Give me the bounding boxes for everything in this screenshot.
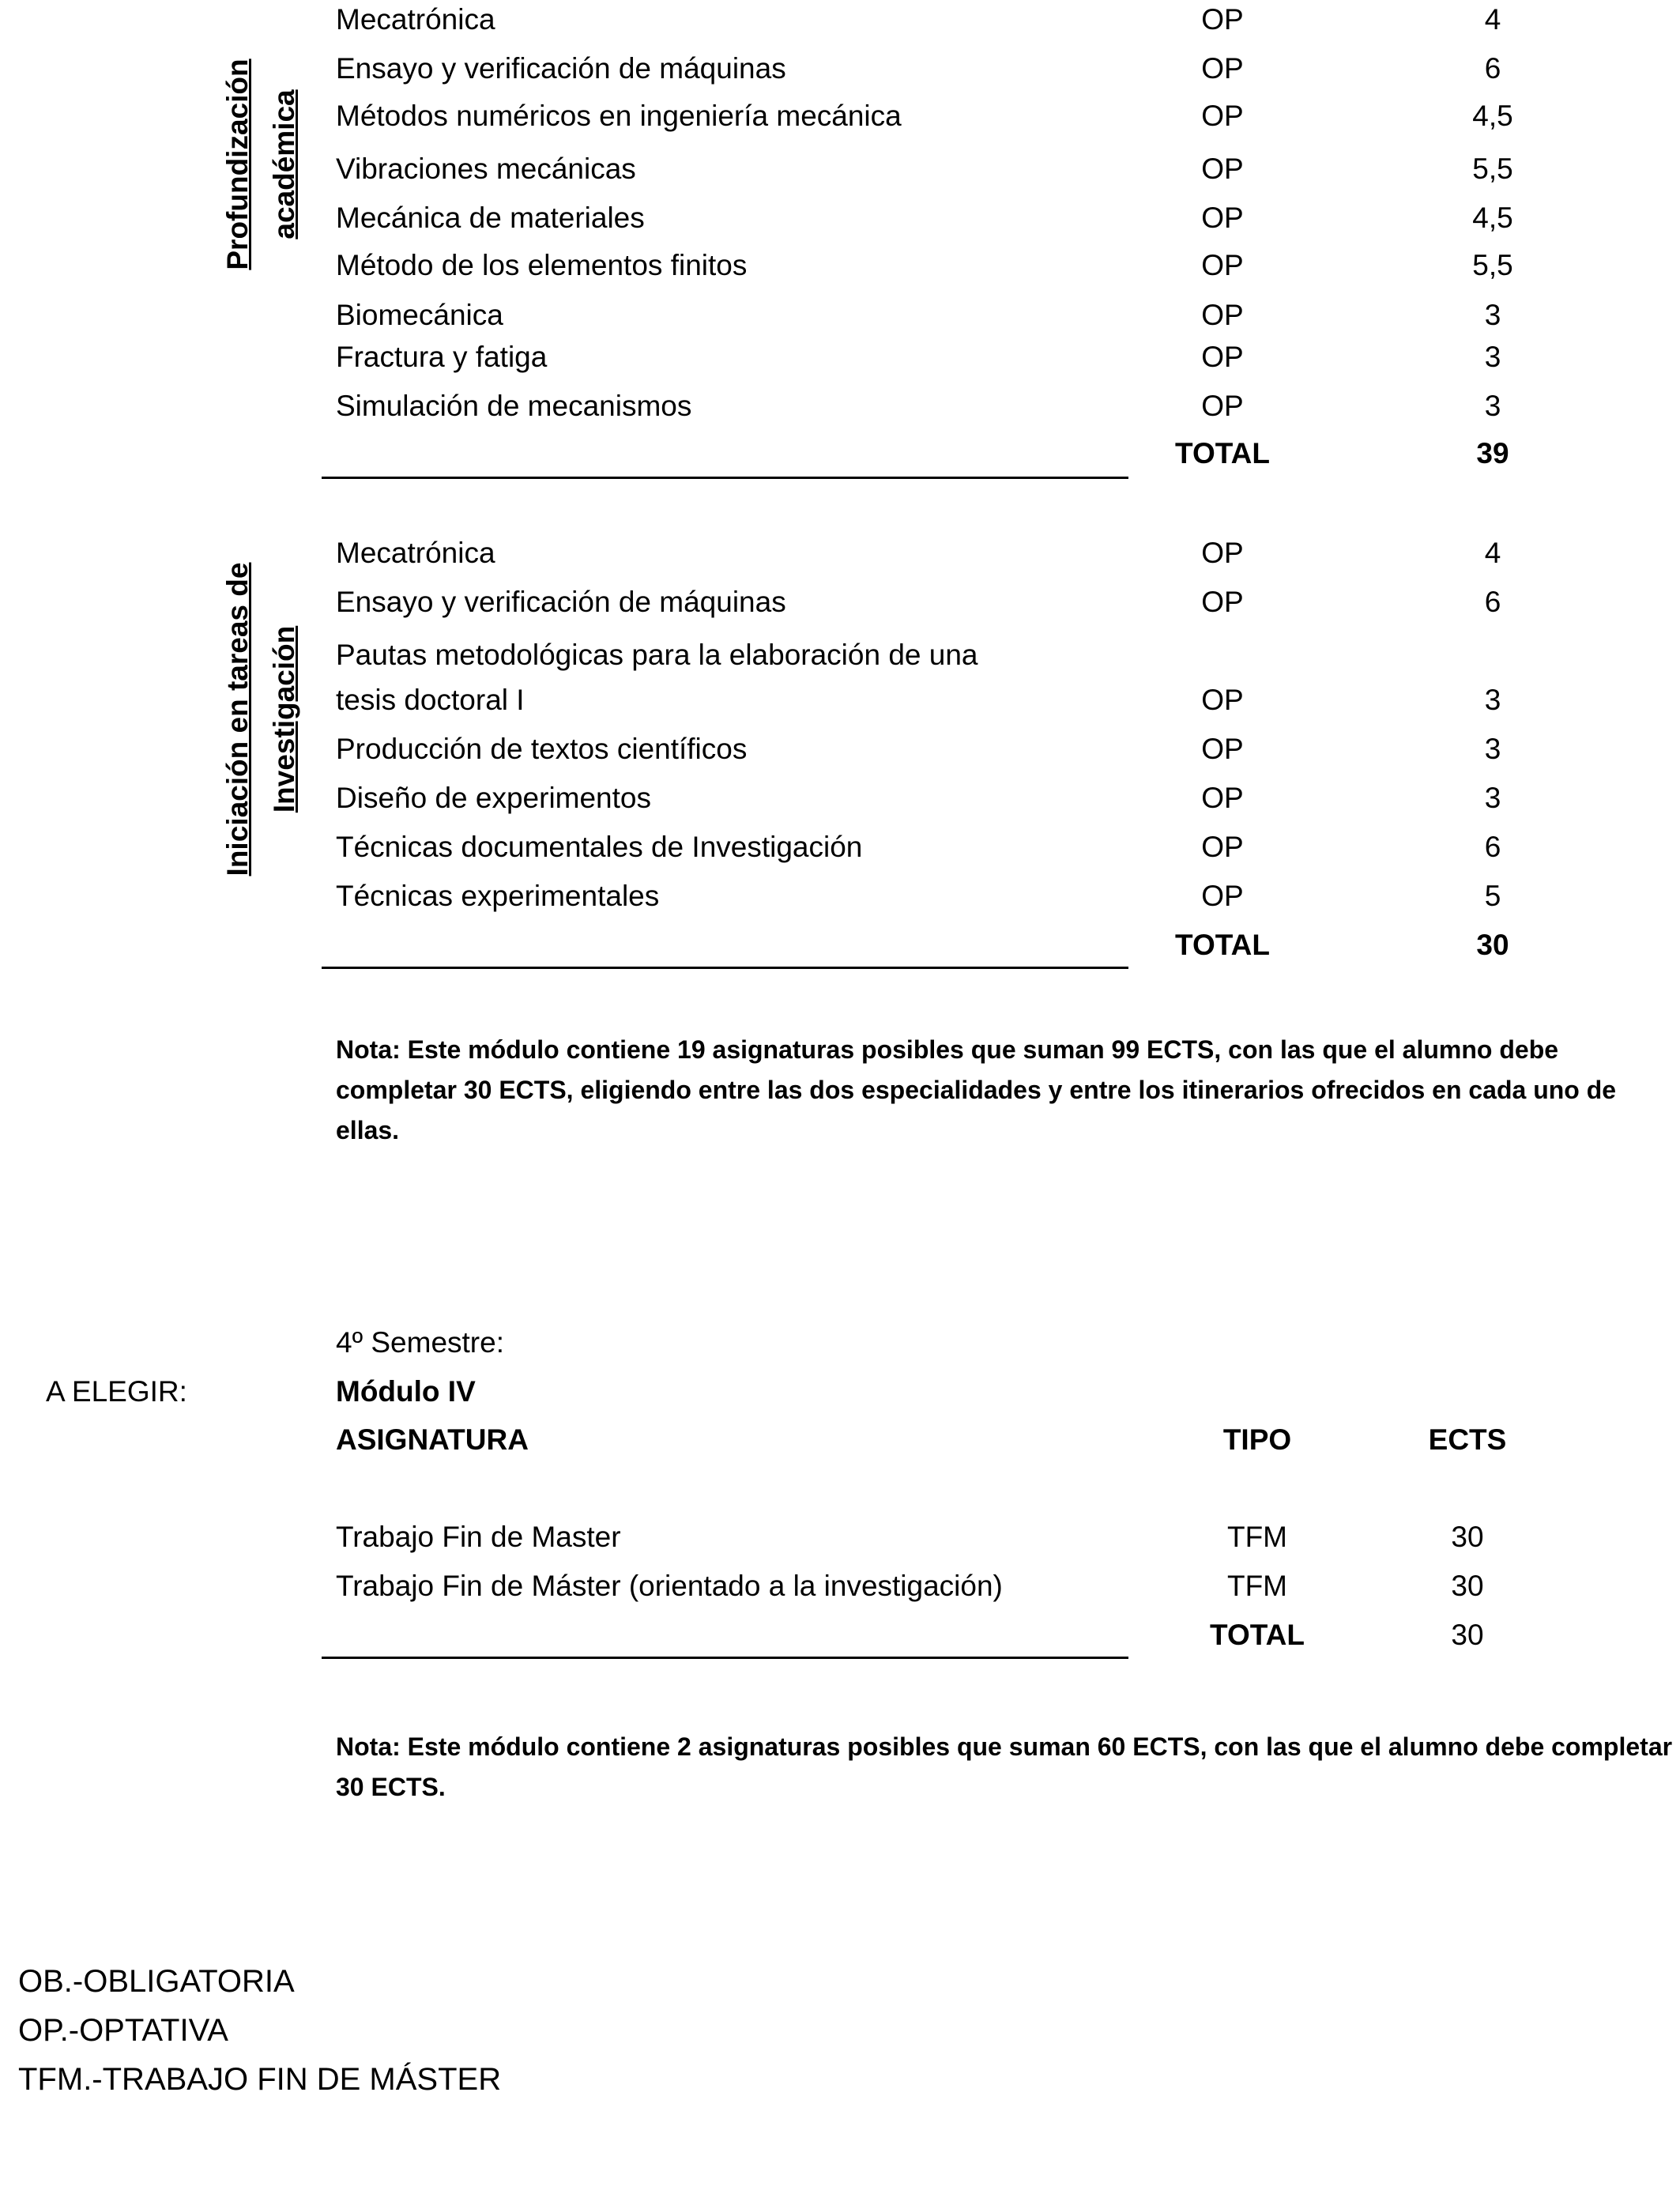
subject-type: OP bbox=[1201, 341, 1244, 373]
subject-name: Método de los elementos finitos bbox=[336, 249, 748, 281]
legend-item: OP.-OPTATIVA bbox=[18, 2013, 228, 2048]
total-label: TOTAL bbox=[1210, 1619, 1305, 1651]
subject-name: Mecatrónica bbox=[336, 3, 495, 36]
subject-name: Mecatrónica bbox=[336, 537, 495, 569]
legend-item: OB.-OBLIGATORIA bbox=[18, 1964, 295, 1999]
subject-name: Pautas metodológicas para la elaboración de una bbox=[336, 639, 978, 671]
note-module-3: Nota: Este módulo contiene 19 asignaturas posibles que suman 99 ECTS, con las que el alumno debe completar 30 ECTS, eligiendo entre las dos especialidades y entre los itinerarios ofrecidos en cada uno de ellas. bbox=[336, 1035, 1617, 1144]
total-value: 39 bbox=[1476, 437, 1509, 469]
subject-name: Mecánica de materiales bbox=[336, 202, 645, 234]
choose-label: A ELEGIR: bbox=[46, 1375, 187, 1408]
subject-ects: 3 bbox=[1484, 684, 1501, 716]
subject-ects: 5,5 bbox=[1472, 249, 1513, 281]
subject-name: Biomecánica bbox=[336, 299, 503, 331]
subject-type: OP bbox=[1201, 249, 1244, 281]
subject-ects: 4,5 bbox=[1472, 202, 1513, 234]
subject-type: OP bbox=[1201, 299, 1244, 331]
subject-type: OP bbox=[1201, 537, 1244, 569]
subject-ects: 4 bbox=[1484, 537, 1501, 569]
subject-name: Trabajo Fin de Master bbox=[336, 1521, 621, 1553]
subject-name: Técnicas experimentales bbox=[336, 880, 660, 912]
subject-type: OP bbox=[1201, 684, 1244, 716]
subject-ects: 3 bbox=[1484, 390, 1501, 422]
header-type: TIPO bbox=[1222, 1423, 1292, 1456]
legend-item: TFM.-TRABAJO FIN DE MÁSTER bbox=[18, 2062, 502, 2097]
module-title: Módulo IV bbox=[336, 1375, 476, 1408]
subject-type: OP bbox=[1201, 782, 1244, 814]
subject-type: TFM bbox=[1226, 1570, 1288, 1602]
subject-name: tesis doctoral I bbox=[336, 684, 525, 716]
total-label: TOTAL bbox=[1175, 929, 1270, 961]
semester-label: 4º Semestre: bbox=[336, 1326, 504, 1359]
subject-ects: 6 bbox=[1484, 831, 1501, 863]
divider-line bbox=[322, 967, 1128, 969]
section-label: Investigación bbox=[268, 625, 300, 813]
subject-type: OP bbox=[1201, 831, 1244, 863]
subject-ects: 3 bbox=[1484, 733, 1501, 765]
subject-type: OP bbox=[1201, 153, 1244, 185]
header-ects: ECTS bbox=[1428, 1423, 1507, 1456]
subject-name: Producción de textos científicos bbox=[336, 733, 748, 765]
subject-type: OP bbox=[1201, 586, 1244, 618]
subject-name: Técnicas documentales de Investigación bbox=[336, 831, 863, 863]
subject-name: Ensayo y verificación de máquinas bbox=[336, 586, 786, 618]
subject-name: Simulación de mecanismos bbox=[336, 390, 692, 422]
divider-line bbox=[322, 1657, 1128, 1659]
section-label: académica bbox=[268, 89, 300, 239]
subject-type: OP bbox=[1201, 100, 1244, 132]
subject-type: OP bbox=[1201, 880, 1244, 912]
total-value: 30 bbox=[1476, 929, 1509, 961]
subject-ects: 3 bbox=[1484, 782, 1501, 814]
subject-ects: 4,5 bbox=[1472, 100, 1513, 132]
subject-ects: 3 bbox=[1484, 341, 1501, 373]
subject-ects: 30 bbox=[1451, 1570, 1484, 1602]
subject-ects: 4 bbox=[1484, 3, 1501, 36]
subject-type: OP bbox=[1201, 202, 1244, 234]
subject-name: Diseño de experimentos bbox=[336, 782, 651, 814]
subject-type: OP bbox=[1201, 3, 1244, 36]
subject-ects: 6 bbox=[1484, 586, 1501, 618]
subject-type: OP bbox=[1201, 733, 1244, 765]
subject-name: Fractura y fatiga bbox=[336, 341, 548, 373]
subject-ects: 6 bbox=[1484, 52, 1501, 85]
subject-ects: 5,5 bbox=[1472, 153, 1513, 185]
subject-name: Métodos numéricos en ingeniería mecánica bbox=[336, 100, 902, 132]
subject-ects: 3 bbox=[1484, 299, 1501, 331]
subject-name: Vibraciones mecánicas bbox=[336, 153, 636, 185]
subject-type: TFM bbox=[1226, 1521, 1288, 1553]
subject-ects: 30 bbox=[1451, 1521, 1484, 1553]
subject-name: Ensayo y verificación de máquinas bbox=[336, 52, 786, 85]
subject-type: OP bbox=[1201, 390, 1244, 422]
subject-type: OP bbox=[1201, 52, 1244, 85]
section-label: Iniciación en tareas de bbox=[221, 562, 254, 876]
note-module-4: Nota: Este módulo contiene 2 asignaturas posibles que suman 60 ECTS, con las que el alumno debe completar 30 ECTS. bbox=[336, 1732, 1673, 1801]
divider-line bbox=[322, 477, 1128, 479]
total-label: TOTAL bbox=[1175, 437, 1270, 469]
header-subject: ASIGNATURA bbox=[336, 1423, 529, 1456]
subject-ects: 5 bbox=[1484, 880, 1501, 912]
subject-name: Trabajo Fin de Máster (orientado a la investigación) bbox=[336, 1570, 1003, 1602]
section-label: Profundización bbox=[221, 58, 254, 270]
total-value: 30 bbox=[1451, 1619, 1484, 1651]
